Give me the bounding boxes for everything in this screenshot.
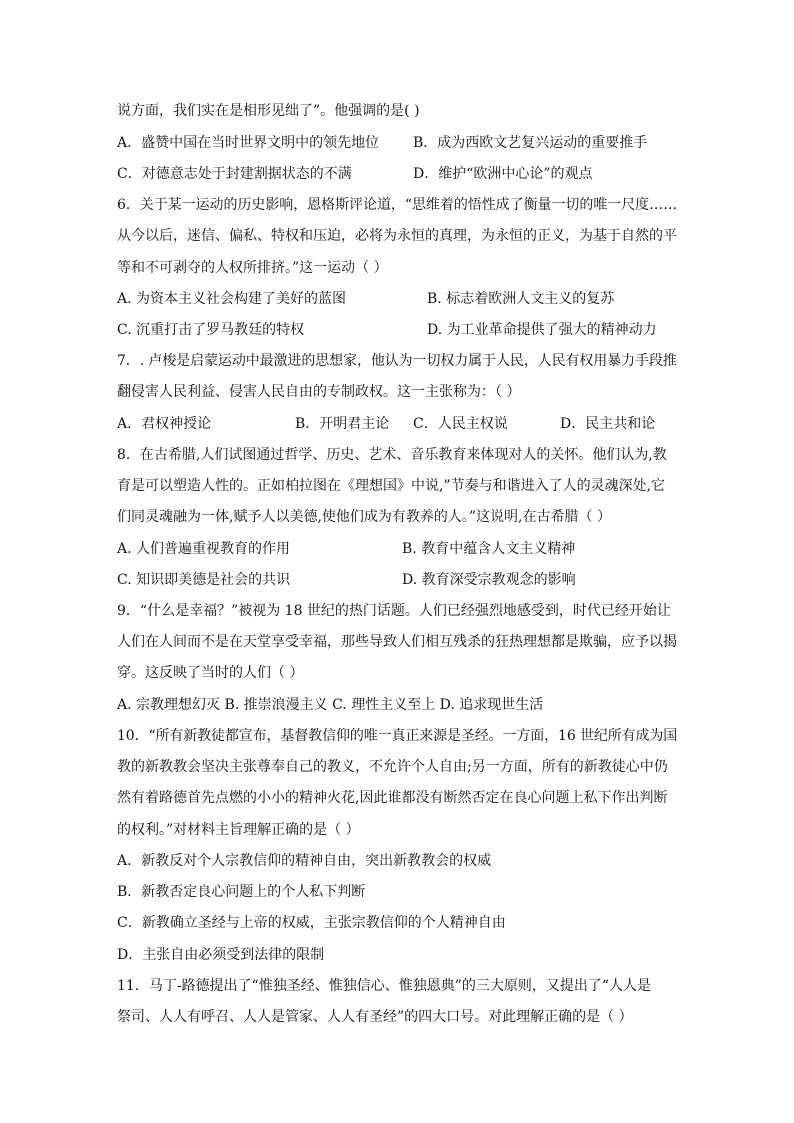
q7-option-a: A．君权神授论 bbox=[117, 416, 212, 432]
q6-stem-line-2: 从今以后，迷信、偏私、特权和压迫，必将为永恒的真理，为永恒的正义，为基于自然的平 bbox=[117, 228, 677, 244]
q6-option-c: C. 沉重打击了罗马教廷的特权 bbox=[117, 322, 305, 338]
q10-option-d: D．主张自由必须受到法律的限制 bbox=[117, 947, 325, 963]
q8-stem-line-1: 8．在古希腊,人们试图通过哲学、历史、艺术、音乐教育来体现对人的关怀。他们认为,教 bbox=[117, 447, 667, 463]
q6-option-a: A. 为资本主义社会构建了美好的蓝图 bbox=[117, 291, 347, 307]
q8-stem-line-3: 们同灵魂融为一体,赋予人以美德,使他们成为有教养的人。”这说明,在古希腊（ ） bbox=[117, 509, 611, 525]
q11-stem-line-1: 11．马丁-路德提出了“惟独圣经、惟独信心、惟独恩典”的三大原则，又提出了“人人是 bbox=[117, 978, 652, 994]
q9-stem-line-2: 人们在人间而不是在天堂享受幸福，那些导致人们相互残杀的狂热理想都是欺骗，应予以揭 bbox=[117, 634, 677, 650]
q9-stem-line-3: 穿。这反映了当时的人们（ ） bbox=[117, 665, 304, 681]
q10-stem-line-4: 的权利。”对材料主旨理解正确的是（ ） bbox=[117, 822, 360, 838]
q10-option-c: C．新教确立圣经与上帝的权威，主张宗教信仰的个人精神自由 bbox=[117, 915, 506, 931]
q7-option-d: D．民主共和论 bbox=[560, 416, 656, 432]
q10-option-a: A．新教反对个人宗教信仰的精神自由，突出新教教会的权威 bbox=[117, 853, 492, 869]
q6-option-d: D. 为工业革命提供了强大的精神动力 bbox=[427, 322, 657, 338]
q10-option-b: B．新教否定良心问题上的个人私下判断 bbox=[117, 884, 366, 900]
q6-stem-line-1: 6．关于某一运动的历史影响，恩格斯评论道，“思维着的悟性成了衡量一切的唯一尺度…… bbox=[117, 197, 678, 213]
q8-option-d: D. 教育深受宗教观念的影响 bbox=[402, 572, 576, 588]
q7-stem-line-1: 7．. 卢梭是启蒙运动中最激进的思想家，他认为一切权力属于人民，人民有权用暴力手段推 bbox=[117, 353, 677, 369]
q5-option-c: C．对德意志处于封建割据状态的不满 bbox=[117, 166, 352, 182]
q5-stem-tail: 说方面，我们实在是相形见绌了”。他强调的是( ) bbox=[117, 103, 420, 119]
q5-option-d: D．维护“欧洲中心论”的观点 bbox=[413, 166, 593, 182]
q5-option-b: B．成为西欧文艺复兴运动的重要推手 bbox=[413, 135, 648, 151]
q10-stem-line-3: 然有着路德首先点燃的小小的精神火花,因此谁都没有断然否定在良心问题上私下作出判断 bbox=[117, 790, 668, 806]
q8-option-c: C. 知识即美德是社会的共识 bbox=[117, 572, 291, 588]
q7-option-b: B．开明君主论 bbox=[295, 416, 390, 432]
q6-option-b: B. 标志着欧洲人文主义的复苏 bbox=[427, 291, 615, 307]
q8-option-a: A. 人们普遍重视教育的作用 bbox=[117, 541, 291, 557]
q10-stem-line-1: 10．“所有新教徒都宣布，基督教信仰的唯一真正来源是圣经。一方面，16 世纪所有成为国 bbox=[117, 728, 678, 744]
q7-option-c: C．人民主权说 bbox=[413, 416, 508, 432]
q6-stem-line-3: 等和不可剥夺的人权所排挤。”这一运动（ ） bbox=[117, 260, 388, 276]
q11-stem-line-2: 祭司、人人有呼召、人人是管家、人人有圣经”的四大口号。对此理解正确的是（ ） bbox=[117, 1009, 633, 1025]
q10-stem-line-2: 教的新教教会坚决主张尊奉自己的教义，不允许个人自由;另一方面，所有的新教徒心中仍 bbox=[117, 759, 668, 775]
q9-options: A. 宗教理想幻灭 B. 推崇浪漫主义 C. 理性主义至上 D. 追求现世生活 bbox=[117, 697, 544, 713]
q5-option-a: A．盛赞中国在当时世界文明中的领先地位 bbox=[117, 135, 380, 151]
q8-stem-line-2: 育是可以塑造人性的。正如柏拉图在《理想国》中说,”节奏与和谐进入了人的灵魂深处,它 bbox=[117, 478, 666, 494]
q8-option-b: B. 教育中蕴含人文主义精神 bbox=[402, 541, 576, 557]
q9-stem-line-1: 9．“什么是幸福？”被视为 18 世纪的热门话题。人们已经强烈地感受到，时代已经开始让 bbox=[117, 603, 671, 619]
q7-stem-line-2: 翻侵害人民利益、侵害人民自由的专制政权。这一主张称为：（ ） bbox=[117, 384, 521, 400]
